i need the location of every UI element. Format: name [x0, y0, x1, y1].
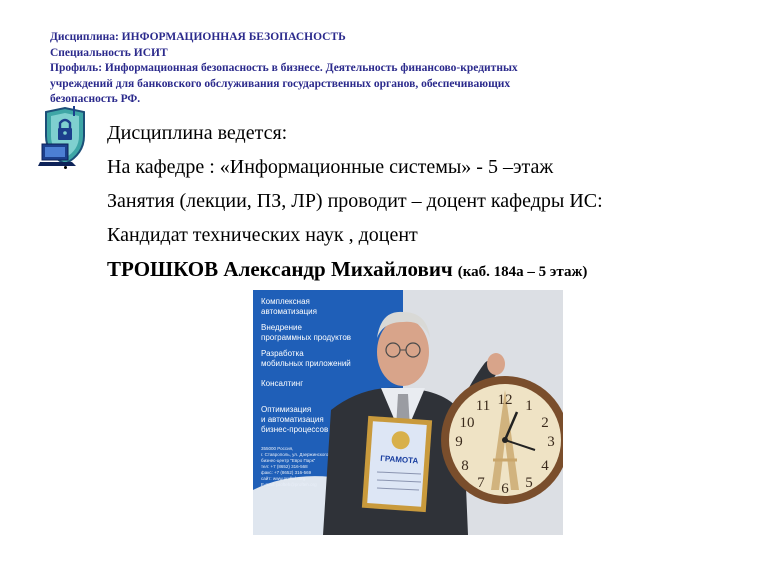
profile-line-2: учреждений для банковского обслуживания государственных органов, обеспечивающих	[50, 77, 511, 90]
banner-item: программных продуктов	[261, 333, 352, 342]
clock-number: 9	[455, 434, 463, 450]
profile-line-3: безопасность РФ.	[50, 93, 141, 105]
specialty-title: Специальность ИСИТ	[50, 46, 168, 59]
banner-item: Внедрение	[261, 323, 302, 332]
banner-contact: бизнес-центр "Евро Парк"	[261, 458, 316, 463]
clock-number: 4	[541, 458, 549, 474]
clock-number: 5	[525, 475, 533, 491]
lecturer-room: (каб. 184а – 5 этаж)	[457, 264, 588, 280]
clock-number: 11	[475, 398, 491, 414]
discipline-title: Дисциплина: ИНФОРМАЦИОННАЯ БЕЗОПАСНОСТЬ	[50, 31, 346, 43]
wall-clock	[441, 376, 563, 504]
certificate	[362, 416, 432, 512]
clock-number: 2	[541, 415, 549, 431]
security-logo-icon	[38, 106, 92, 168]
lecturer-photo	[253, 290, 563, 535]
clock-number: 12	[497, 392, 513, 408]
banner-contact: сайт: www.profteh.org	[261, 476, 306, 481]
slide-header	[50, 30, 700, 108]
banner-item: Разработка	[261, 349, 304, 358]
banner-item: и автоматизация	[261, 415, 324, 424]
banner-item: Оптимизация	[261, 405, 312, 414]
bullet-point	[64, 166, 67, 169]
certificate-title: ГРАМОТА	[380, 453, 419, 466]
banner-contact: г. Ставрополь, ул. Дзержинского	[261, 452, 329, 457]
banner-contact: E-mail: profteh@profteh.org	[261, 482, 317, 487]
clock-number: 10	[459, 415, 475, 431]
banner-item: Комплексная	[261, 297, 310, 306]
banner-contact: тел: +7 (8652) 316-568	[261, 464, 308, 469]
lecturer-line	[107, 252, 757, 289]
clock-number: 3	[547, 434, 555, 450]
banner-item: автоматизация	[261, 307, 317, 316]
photo-illustration	[253, 290, 563, 535]
banner-contact: 355000 Россия,	[261, 446, 294, 451]
clock-number: 7	[477, 475, 485, 491]
body-line-2: На кафедре : «Информационные системы» - 5 –этаж	[107, 156, 554, 178]
banner-item: Консалтинг	[261, 379, 304, 388]
banner-contact: факс: +7 (8652) 316-569	[261, 470, 312, 475]
body-line-4: Кандидат технических наук , доцент	[107, 224, 418, 246]
lecturer-name: ТРОШКОВ Александр Михайлович	[107, 257, 453, 281]
slide-body	[107, 116, 757, 289]
banner-item: мобильных приложений	[261, 359, 351, 368]
clock-number: 8	[461, 458, 469, 474]
clock-number: 6	[501, 481, 509, 497]
body-line-1: Дисциплина ведется:	[107, 122, 288, 144]
body-line-3: Занятия (лекции, ПЗ, ЛР) проводит – доцент кафедры ИС:	[107, 190, 603, 212]
banner-item: бизнес-процессов	[261, 425, 329, 434]
profile-line-1: Профиль: Информационная безопасность в бизнесе. Деятельность финансово-кредитных	[50, 62, 518, 74]
clock-number: 1	[525, 398, 533, 414]
